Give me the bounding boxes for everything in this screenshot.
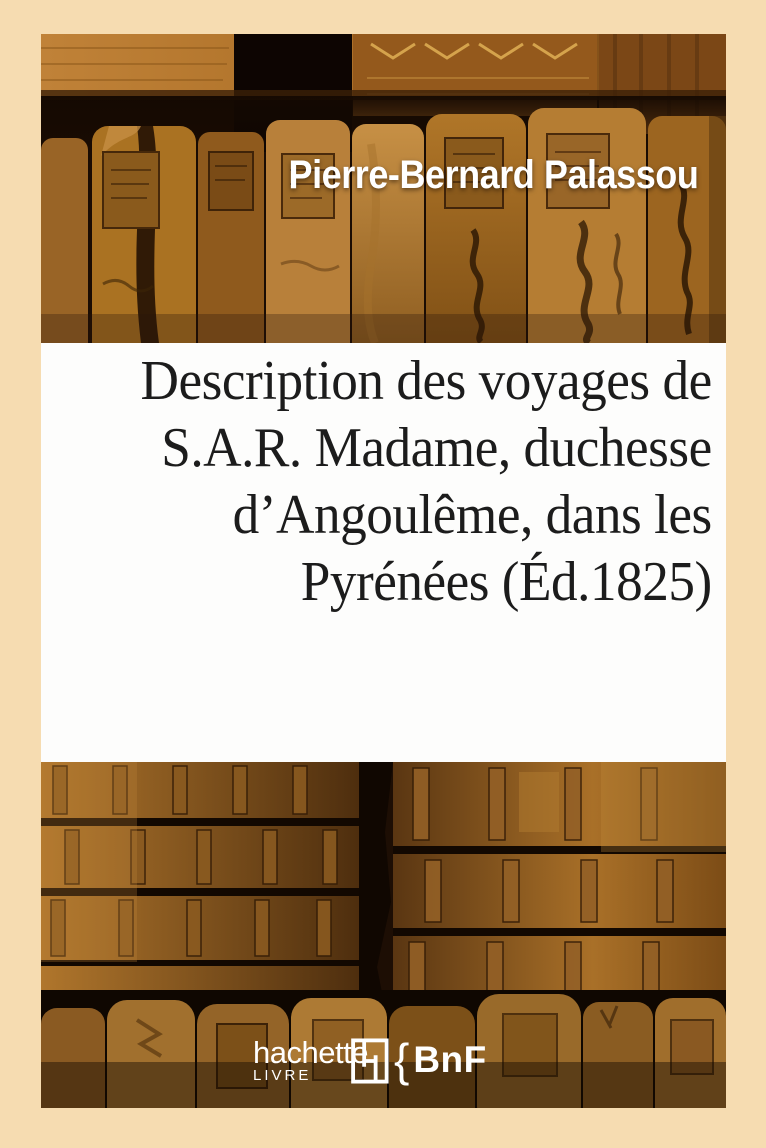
book-cover [41, 34, 726, 1108]
hachette-h-square-icon [253, 1034, 487, 1086]
title-line-4: Pyrénées (Éd.1825) [300, 551, 712, 613]
hachette-livre-logo [253, 1035, 368, 1084]
cover-top-photo [41, 34, 726, 343]
title-line-3: d’Angoulême, dans les [232, 484, 712, 546]
cover-bottom-photo [41, 762, 726, 1108]
hachette-wordmark: hachette [253, 1035, 368, 1070]
title-line-2: S.A.R. Madame, duchesse [161, 417, 712, 479]
book-title [75, 348, 726, 616]
title-line-1: Description des voyages de [140, 350, 712, 412]
hachette-livre-label: LIVRE [253, 1067, 312, 1084]
bnf-brace-icon: { [393, 1034, 410, 1086]
title-band [41, 343, 726, 762]
author-name: Pierre-Bernard Palassou [288, 153, 698, 197]
bnf-wordmark: BnF [413, 1039, 487, 1080]
publisher-logos [253, 1034, 487, 1086]
